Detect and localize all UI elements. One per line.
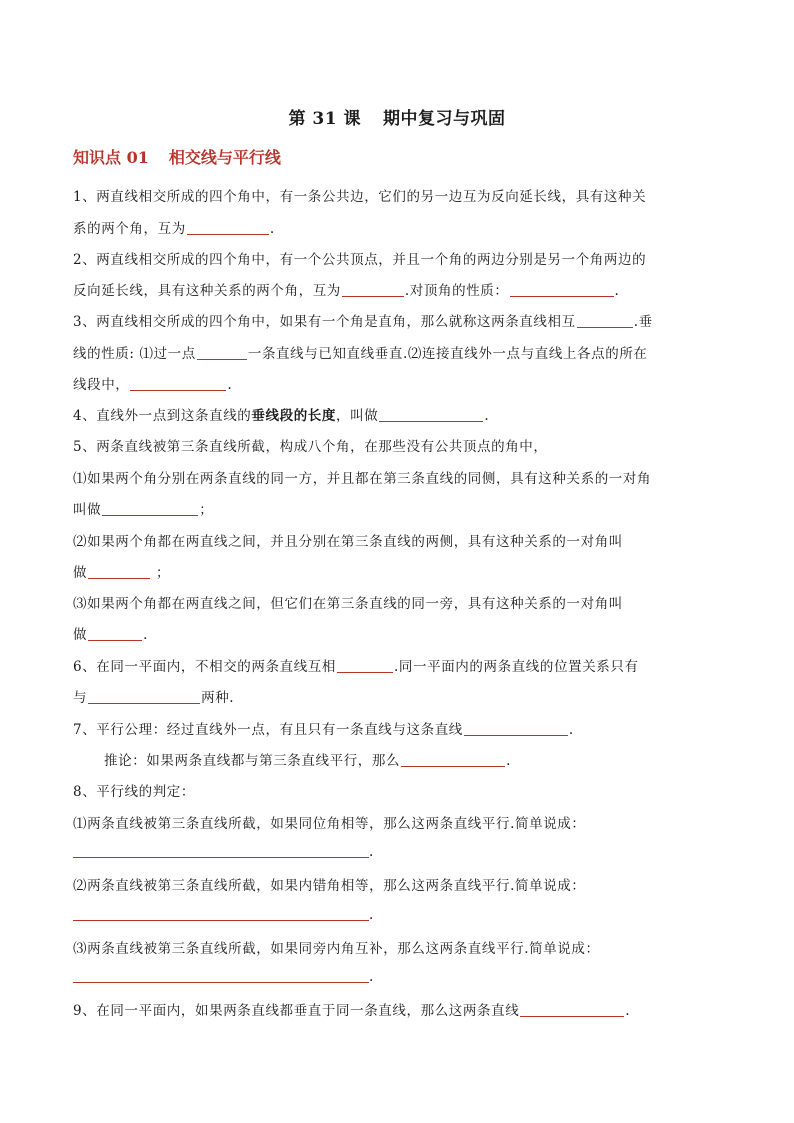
answer-blank[interactable] bbox=[88, 689, 200, 704]
answer-blank[interactable] bbox=[464, 721, 568, 736]
q5-p3-line-2: 做 . bbox=[73, 627, 149, 643]
q1-line-1: 1、两直线相交所成的四个角中，有一条公共边，它们的另一边互为反向延长线，具有这种关 bbox=[73, 189, 647, 205]
answer-blank[interactable] bbox=[337, 658, 393, 673]
q3-line-1: 3、两直线相交所成的四个角中，如果有一个角是直角，那么就称这两条直线相互 .垂 bbox=[73, 314, 653, 330]
answer-blank[interactable] bbox=[197, 345, 247, 360]
answer-blank[interactable] bbox=[577, 313, 633, 328]
answer-blank[interactable] bbox=[73, 906, 369, 921]
answer-blank[interactable] bbox=[510, 282, 614, 297]
q2-line-1: 2、两直线相交所成的四个角中，有一个公共顶点，并且一个角的两边分别是另一个角两边的 bbox=[73, 252, 647, 268]
q2-line-2: 反向延长线，具有这种关系的两个角，互为 .对顶角的性质： . bbox=[73, 283, 620, 299]
q5-intro: 5、两条直线被第三条直线所截，构成八个角，在那些没有公共顶点的角中， bbox=[73, 439, 548, 455]
answer-blank[interactable] bbox=[73, 968, 369, 983]
q5-p2-line-1: ⑵如果两个角都在两直线之间，并且分别在第三条直线的两侧，具有这种关系的一对角叫 bbox=[73, 534, 623, 550]
q8-p1-answer: . bbox=[73, 843, 723, 860]
q8-p2-answer: . bbox=[73, 906, 723, 923]
q9-line: 9、在同一平面内，如果两条直线都垂直于同一条直线，那么这两条直线 . bbox=[73, 1003, 631, 1019]
answer-blank[interactable] bbox=[130, 376, 226, 391]
section-name: 相交线与平行线 bbox=[168, 148, 281, 167]
q6-line-1: 6、在同一平面内，不相交的两条直线互相 .同一平面内的两条直线的位置关系只有 bbox=[73, 659, 639, 675]
answer-blank[interactable] bbox=[187, 220, 269, 235]
answer-blank[interactable] bbox=[102, 501, 198, 516]
q5-p1-line-2: 叫做 ； bbox=[73, 502, 214, 518]
q3-line-2: 线的性质: ⑴过一点 一条直线与已知直线垂直.⑵连接直线外一点与直线上各点的所在 bbox=[73, 346, 648, 362]
q8-p2: ⑵两条直线被第三条直线所截，如果内错角相等，那么这两条直线平行.简单说成： bbox=[73, 878, 586, 894]
q5-p2-line-2: 做 ； bbox=[73, 565, 171, 581]
answer-blank[interactable] bbox=[88, 564, 150, 579]
answer-blank[interactable] bbox=[88, 626, 142, 641]
q5-p1-line-1: ⑴如果两个角分别在两条直线的同一方，并且都在第三条直线的同侧，具有这种关系的一对角 bbox=[73, 471, 652, 487]
q1-line-2: 系的两个角，互为 . bbox=[73, 221, 275, 237]
answer-blank[interactable] bbox=[520, 1002, 624, 1017]
q7-line-1: 7、平行公理：经过直线外一点，有且只有一条直线与这条直线 . bbox=[73, 722, 574, 738]
q8-p1: ⑴两条直线被第三条直线所截，如果同位角相等，那么这两条直线平行.简单说成： bbox=[73, 816, 586, 832]
q8-heading: 8、平行线的判定： bbox=[73, 784, 195, 800]
answer-blank[interactable] bbox=[401, 752, 505, 767]
page-title bbox=[0, 104, 794, 129]
q3-line-3: 线段中， . bbox=[73, 377, 233, 393]
q6-line-2: 与 两种. bbox=[73, 690, 235, 706]
answer-blank[interactable] bbox=[379, 407, 483, 422]
q5-p3-line-1: ⑶如果两个角都在两直线之间，但它们在第三条直线的同一旁，具有这种关系的一对角叫 bbox=[73, 596, 623, 612]
bold-term: 垂线段的长度 bbox=[251, 408, 336, 424]
q8-p3: ⑶两条直线被第三条直线所截，如果同旁内角互补，那么这两条直线平行.简单说成： bbox=[73, 941, 600, 957]
q7-corollary: 推论：如果两条直线都与第三条直线平行，那么 . bbox=[104, 753, 512, 769]
q8-p3-answer: . bbox=[73, 968, 723, 985]
section-label: 知识点 01 bbox=[73, 148, 149, 167]
lesson-name: 期中复习与巩固 bbox=[383, 109, 506, 129]
lesson-number: 第 31 课 bbox=[288, 109, 361, 129]
answer-blank[interactable] bbox=[342, 282, 404, 297]
q4-line: 4、直线外一点到这条直线的垂线段的长度，叫做 . bbox=[73, 408, 490, 424]
answer-blank[interactable] bbox=[73, 843, 369, 858]
section-heading bbox=[73, 145, 281, 168]
